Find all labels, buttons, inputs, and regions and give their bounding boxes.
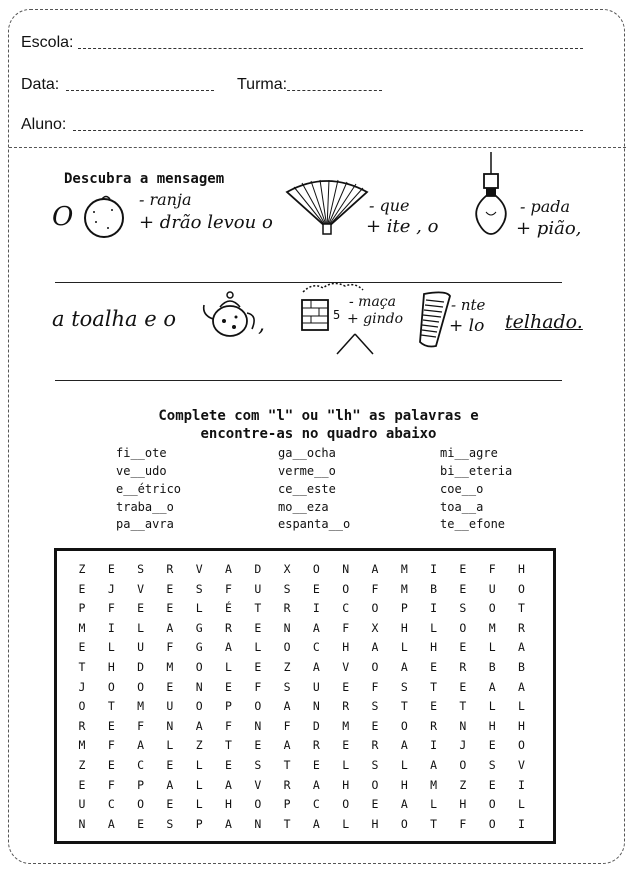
grid-letter[interactable]: T	[78, 660, 86, 674]
grid-letter[interactable]: Z	[283, 660, 291, 674]
word-item: fi__ote	[116, 446, 167, 460]
grid-letter[interactable]: H	[518, 718, 525, 733]
grid-letter[interactable]: I	[430, 601, 438, 616]
grid-letter[interactable]: N	[283, 620, 291, 635]
grid-letter[interactable]: E	[166, 679, 174, 694]
grid-letter[interactable]: H	[488, 718, 496, 733]
grid-letter[interactable]: O	[371, 777, 379, 792]
grid-letter[interactable]: U	[312, 679, 320, 694]
grid-letter[interactable]: O	[371, 660, 379, 674]
school-label: Escola:	[21, 34, 74, 51]
grid-letter[interactable]: Z	[78, 562, 86, 576]
grid-letter[interactable]: R	[225, 620, 232, 635]
grid-letter[interactable]: V	[342, 660, 350, 674]
grid-letter[interactable]: V	[137, 581, 145, 596]
grid-letter[interactable]: L	[195, 758, 203, 772]
grid-letter[interactable]: M	[342, 718, 350, 733]
grid-letter[interactable]: A	[166, 777, 174, 792]
grid-letter[interactable]: E	[78, 640, 86, 655]
grid-letter[interactable]: T	[225, 738, 232, 753]
grid-letter[interactable]: T	[283, 758, 291, 772]
word-item: mo__eza	[278, 500, 329, 514]
grid-letter[interactable]: E	[225, 679, 232, 694]
grid-letter[interactable]: E	[430, 660, 438, 674]
word-item: ve__udo	[116, 464, 167, 478]
grid-letter[interactable]: F	[254, 679, 262, 694]
grid-letter[interactable]: L	[488, 640, 496, 655]
grid-letter[interactable]: Z	[195, 738, 203, 753]
grid-letter[interactable]: C	[342, 601, 350, 616]
rebus-line2-lead: a toalha e o	[52, 307, 176, 331]
grid-letter[interactable]: R	[283, 601, 291, 616]
grid-letter[interactable]: T	[430, 679, 438, 694]
grid-letter[interactable]: A	[225, 777, 232, 792]
grid-letter[interactable]: F	[459, 816, 467, 831]
grid-letter[interactable]: V	[195, 562, 203, 576]
grid-letter[interactable]: A	[195, 718, 203, 733]
grid-letter[interactable]: X	[283, 562, 291, 576]
grid-letter[interactable]: R	[312, 738, 320, 753]
grid-letter[interactable]: S	[166, 816, 174, 831]
grid-letter[interactable]: N	[342, 562, 350, 576]
grid-letter[interactable]: A	[371, 640, 379, 655]
grid-letter[interactable]: E	[166, 797, 174, 812]
grid-letter[interactable]: A	[400, 797, 408, 812]
grid-letter[interactable]: L	[400, 758, 408, 772]
grid-letter[interactable]: L	[195, 797, 203, 812]
grid-letter[interactable]: M	[430, 777, 438, 792]
grid-letter[interactable]: B	[518, 660, 525, 674]
grid-letter[interactable]: S	[137, 562, 145, 576]
grid-letter[interactable]: I	[518, 816, 525, 831]
grid-letter[interactable]: T	[459, 699, 467, 714]
grid-letter[interactable]: O	[312, 562, 320, 576]
grid-letter[interactable]: T	[430, 816, 438, 831]
word-item: traba__o	[116, 500, 174, 514]
grid-letter[interactable]: C	[312, 797, 320, 812]
grid-letter[interactable]: C	[312, 640, 320, 655]
grid-letter[interactable]: N	[166, 718, 174, 733]
word-item: espanta__o	[278, 517, 351, 531]
grid-letter[interactable]: I	[430, 562, 438, 576]
grid-letter[interactable]: N	[254, 718, 262, 733]
bulb-hint-minus: - pada	[520, 197, 571, 216]
grid-letter[interactable]: E	[137, 816, 145, 831]
grid-letter[interactable]: O	[137, 797, 145, 812]
grid-letter[interactable]: F	[225, 718, 232, 733]
grid-letter[interactable]: S	[371, 758, 379, 772]
grid-letter[interactable]: E	[371, 797, 379, 812]
grid-letter[interactable]: A	[283, 738, 291, 753]
grid-letter[interactable]: A	[225, 640, 232, 655]
exercise-title-line2: encontre-as no quadro abaixo	[200, 426, 437, 442]
rebus-title: Descubra a mensagem	[64, 171, 225, 187]
grid-letter[interactable]: C	[107, 797, 115, 812]
grid-letter[interactable]: S	[283, 679, 291, 694]
exercise-title-line1: Complete com "l" ou "lh" as palavras e	[158, 408, 479, 424]
grid-letter[interactable]: N	[78, 816, 86, 831]
grid-letter[interactable]: M	[400, 562, 408, 576]
grid-letter[interactable]: E	[312, 758, 320, 772]
comb-hint-minus: - nte	[451, 296, 486, 314]
word-item: pa__avra	[116, 517, 174, 531]
header-separator	[9, 147, 626, 148]
grid-letter[interactable]: R	[166, 562, 174, 576]
comb-hint-plus: + lo	[449, 316, 485, 336]
grid-letter[interactable]: E	[78, 777, 86, 792]
grid-letter[interactable]: A	[312, 777, 320, 792]
grid-letter[interactable]: O	[195, 660, 203, 674]
student-field[interactable]	[73, 130, 583, 131]
grid-letter[interactable]: O	[137, 679, 145, 694]
grid-letter[interactable]: L	[166, 738, 174, 753]
grid-letter[interactable]: P	[78, 601, 86, 616]
grid-letter[interactable]: L	[488, 699, 496, 714]
grid-letter[interactable]: P	[283, 797, 291, 812]
grid-letter[interactable]: H	[342, 640, 350, 655]
grid-letter[interactable]: R	[459, 660, 467, 674]
school-field[interactable]	[78, 48, 583, 49]
grid-letter[interactable]: H	[400, 620, 408, 635]
grid-letter[interactable]: I	[518, 777, 525, 792]
grid-letter[interactable]: E	[430, 699, 438, 714]
grid-letter[interactable]: O	[107, 679, 115, 694]
grid-letter[interactable]: E	[254, 660, 262, 674]
grid-letter[interactable]: E	[371, 718, 379, 733]
grid-letter[interactable]: A	[400, 660, 408, 674]
grid-letter[interactable]: O	[400, 816, 408, 831]
grid-letter[interactable]: D	[312, 718, 320, 733]
grid-letter[interactable]: E	[166, 581, 174, 596]
grid-letter[interactable]: R	[430, 718, 438, 733]
grid-letter[interactable]: E	[107, 758, 115, 772]
grid-letter[interactable]: O	[254, 699, 262, 714]
grid-letter[interactable]: L	[518, 699, 525, 714]
grid-letter[interactable]: A	[137, 738, 145, 753]
fan-icon	[284, 178, 370, 236]
grid-letter[interactable]: A	[400, 738, 408, 753]
grid-letter[interactable]: I	[312, 601, 320, 616]
rebus-lead: O	[52, 202, 74, 232]
grid-letter[interactable]: M	[78, 738, 86, 753]
grid-letter[interactable]: U	[166, 699, 174, 714]
grid-letter[interactable]: S	[283, 581, 291, 596]
grid-letter[interactable]: R	[371, 738, 379, 753]
grid-letter[interactable]: E	[225, 758, 232, 772]
grid-letter[interactable]: O	[488, 816, 496, 831]
orange-icon	[82, 192, 130, 240]
grid-letter[interactable]: M	[488, 620, 496, 635]
grid-letter[interactable]: E	[107, 718, 115, 733]
grid-letter[interactable]: E	[459, 562, 467, 576]
grid-letter[interactable]: A	[107, 816, 115, 831]
grid-letter[interactable]: E	[137, 601, 145, 616]
grid-letter[interactable]: T	[107, 699, 115, 714]
word-item: te__efone	[440, 517, 506, 531]
grid-letter[interactable]: O	[195, 699, 203, 714]
grid-letter[interactable]: T	[518, 601, 525, 616]
orange-hint-minus: - ranja	[139, 190, 192, 209]
word-item: e__étrico	[116, 482, 182, 496]
grid-letter[interactable]: E	[166, 601, 174, 616]
grid-letter[interactable]: H	[430, 640, 438, 655]
grid-letter[interactable]: A	[430, 758, 438, 772]
chimney-hint-minus: - maça	[349, 294, 396, 310]
grid-letter[interactable]: S	[459, 601, 467, 616]
grid-letter[interactable]: O	[254, 797, 262, 812]
word-search-grid[interactable]	[54, 548, 556, 844]
grid-letter[interactable]: E	[459, 679, 467, 694]
grid-letter[interactable]: O	[342, 581, 350, 596]
grid-letter[interactable]: V	[518, 758, 525, 772]
student-label: Aluno:	[21, 116, 67, 133]
grid-letter[interactable]: F	[225, 581, 232, 596]
grid-letter[interactable]: F	[107, 601, 115, 616]
word-item: bi__eteria	[440, 464, 513, 478]
grid-letter[interactable]: H	[371, 816, 379, 831]
grid-letter[interactable]: L	[342, 758, 350, 772]
grid-letter[interactable]: O	[459, 758, 467, 772]
grid-letter[interactable]: R	[283, 777, 291, 792]
grid-letter[interactable]: A	[518, 679, 525, 694]
word-item: ce__este	[278, 482, 336, 496]
grid-letter[interactable]: L	[195, 601, 203, 616]
grid-letter[interactable]: T	[283, 816, 291, 831]
grid-letter[interactable]: G	[195, 640, 203, 655]
grid-letter[interactable]: F	[137, 718, 145, 733]
grid-letter[interactable]: P	[137, 777, 145, 792]
grid-letter[interactable]: L	[342, 816, 350, 831]
grid-letter[interactable]: I	[430, 738, 438, 753]
grid-letter[interactable]: F	[107, 738, 115, 753]
grid-letter[interactable]: A	[225, 562, 232, 576]
grid-letter[interactable]: A	[488, 679, 496, 694]
grid-letter[interactable]: D	[137, 660, 145, 674]
grid-letter[interactable]: Z	[78, 758, 86, 772]
grid-letter[interactable]: E	[459, 581, 467, 596]
grid-letter[interactable]: S	[254, 758, 262, 772]
grid-letter[interactable]: F	[371, 679, 379, 694]
grid-letter[interactable]: A	[166, 620, 174, 635]
grid-letter[interactable]: G	[195, 620, 203, 635]
grid-letter[interactable]: S	[195, 581, 203, 596]
grid-letter[interactable]: M	[137, 699, 145, 714]
grid-letter[interactable]: X	[371, 620, 379, 635]
grid-letter[interactable]: E	[166, 758, 174, 772]
grid-letter[interactable]: F	[166, 640, 174, 655]
grid-letter[interactable]: R	[518, 620, 525, 635]
grid-letter[interactable]: S	[400, 679, 408, 694]
teapot-icon	[200, 285, 260, 341]
date-label: Data:	[21, 76, 60, 93]
grid-letter[interactable]: E	[312, 581, 320, 596]
word-item: toa__a	[440, 500, 484, 514]
grid-letter[interactable]: O	[342, 797, 350, 812]
class-label: Turma:	[237, 76, 288, 93]
grid-letter[interactable]: A	[312, 660, 320, 674]
word-item: mi__agre	[440, 446, 498, 460]
grid-letter[interactable]: Z	[459, 777, 467, 792]
grid-letter[interactable]: O	[283, 640, 291, 655]
grid-letter[interactable]: E	[459, 640, 467, 655]
answer-line-2[interactable]	[55, 380, 562, 381]
grid-letter[interactable]: U	[254, 581, 262, 596]
grid-letter[interactable]: U	[137, 640, 145, 655]
grid-letter[interactable]: M	[166, 660, 174, 674]
fan-hint-plus: + ite , o	[366, 216, 439, 237]
grid-letter[interactable]: H	[342, 777, 350, 792]
chimney-hint-plus: + gindo	[347, 311, 404, 327]
grid-letter[interactable]: F	[342, 620, 350, 635]
grid-letter[interactable]: A	[312, 620, 320, 635]
grid-letter[interactable]: L	[137, 620, 145, 635]
grid-letter[interactable]: J	[107, 581, 115, 596]
grid-letter[interactable]: E	[342, 679, 350, 694]
grid-letter[interactable]: O	[518, 581, 525, 596]
light-bulb-icon	[470, 152, 512, 238]
grid-letter[interactable]: E	[107, 562, 115, 576]
grid-letter[interactable]: S	[488, 758, 496, 772]
grid-letter[interactable]: M	[78, 620, 86, 635]
chimney-number: 5	[333, 308, 341, 322]
grid-letter[interactable]: H	[225, 797, 232, 812]
fan-hint-minus: - que	[369, 196, 410, 215]
grid-letter[interactable]: O	[78, 699, 86, 714]
grid-letter[interactable]: N	[459, 718, 467, 733]
grid-letter[interactable]: L	[254, 640, 262, 655]
grid-letter[interactable]: D	[254, 562, 262, 576]
grid-letter[interactable]: B	[430, 581, 438, 596]
grid-letter[interactable]: F	[283, 718, 291, 733]
grid-letter[interactable]: J	[459, 738, 467, 753]
grid-letter[interactable]: B	[488, 660, 496, 674]
grid-letter[interactable]: R	[78, 718, 86, 733]
grid-letter[interactable]: H	[107, 660, 115, 674]
grid-letter[interactable]: L	[400, 640, 408, 655]
rebus-comma: ,	[258, 312, 265, 337]
grid-letter[interactable]: O	[459, 620, 467, 635]
grid-letter[interactable]: H	[518, 562, 525, 576]
grid-letter[interactable]: A	[225, 816, 232, 831]
grid-letter[interactable]: U	[488, 581, 496, 596]
grid-letter[interactable]: A	[518, 640, 525, 655]
grid-letter[interactable]: E	[488, 777, 496, 792]
grid-letter[interactable]: J	[78, 679, 86, 694]
grid-letter[interactable]: E	[342, 738, 350, 753]
grid-letter[interactable]: A	[312, 816, 320, 831]
grid-letter[interactable]: H	[400, 777, 408, 792]
grid-letter[interactable]: M	[400, 581, 408, 596]
grid-letter[interactable]: I	[107, 620, 115, 635]
grid-letter[interactable]: F	[107, 777, 115, 792]
grid-letter[interactable]: U	[78, 797, 86, 812]
grid-letter[interactable]: L	[430, 620, 438, 635]
date-field[interactable]	[66, 90, 214, 91]
orange-hint-plus: + drão levou o	[139, 212, 273, 233]
grid-letter[interactable]: A	[283, 699, 291, 714]
grid-letter[interactable]: N	[312, 699, 320, 714]
word-item: coe__o	[440, 482, 484, 496]
grid-letter[interactable]: L	[430, 797, 438, 812]
grid-letter[interactable]: S	[371, 699, 379, 714]
grid-letter[interactable]: P	[400, 601, 408, 616]
grid-letter[interactable]: O	[488, 601, 496, 616]
grid-letter[interactable]: F	[371, 581, 379, 596]
grid-letter[interactable]: A	[371, 562, 379, 576]
grid-letter[interactable]: E	[488, 738, 496, 753]
grid-letter[interactable]: T	[254, 601, 262, 616]
grid-letter[interactable]: V	[254, 777, 262, 792]
grid-letter[interactable]: H	[459, 797, 467, 812]
grid-letter[interactable]: R	[342, 699, 350, 714]
grid-letter[interactable]: E	[254, 738, 262, 753]
grid-letter[interactable]: N	[254, 816, 262, 831]
grid-letter[interactable]: F	[488, 562, 496, 576]
grid-letter[interactable]: N	[195, 679, 203, 694]
grid-letter[interactable]: O	[371, 601, 379, 616]
rebus-tail: telhado.	[505, 311, 583, 333]
grid-letter[interactable]: O	[488, 797, 496, 812]
class-field[interactable]	[287, 90, 382, 91]
grid-letter[interactable]: É	[225, 601, 232, 616]
grid-letter[interactable]: E	[78, 581, 86, 596]
grid-letter[interactable]: L	[225, 660, 232, 674]
grid-letter[interactable]: P	[225, 699, 232, 714]
grid-letter[interactable]: O	[518, 738, 525, 753]
grid-letter[interactable]: P	[195, 816, 203, 831]
grid-letter[interactable]: E	[254, 620, 262, 635]
grid-letter[interactable]: L	[518, 797, 525, 812]
grid-letter[interactable]: T	[400, 699, 408, 714]
word-item: verme__o	[278, 464, 336, 478]
grid-letter[interactable]: C	[137, 758, 145, 772]
grid-letter[interactable]: L	[195, 777, 203, 792]
grid-letter[interactable]: L	[107, 640, 115, 655]
grid-letter[interactable]: O	[400, 718, 408, 733]
word-item: ga__ocha	[278, 446, 336, 460]
bulb-hint-plus: + pião,	[516, 218, 582, 239]
